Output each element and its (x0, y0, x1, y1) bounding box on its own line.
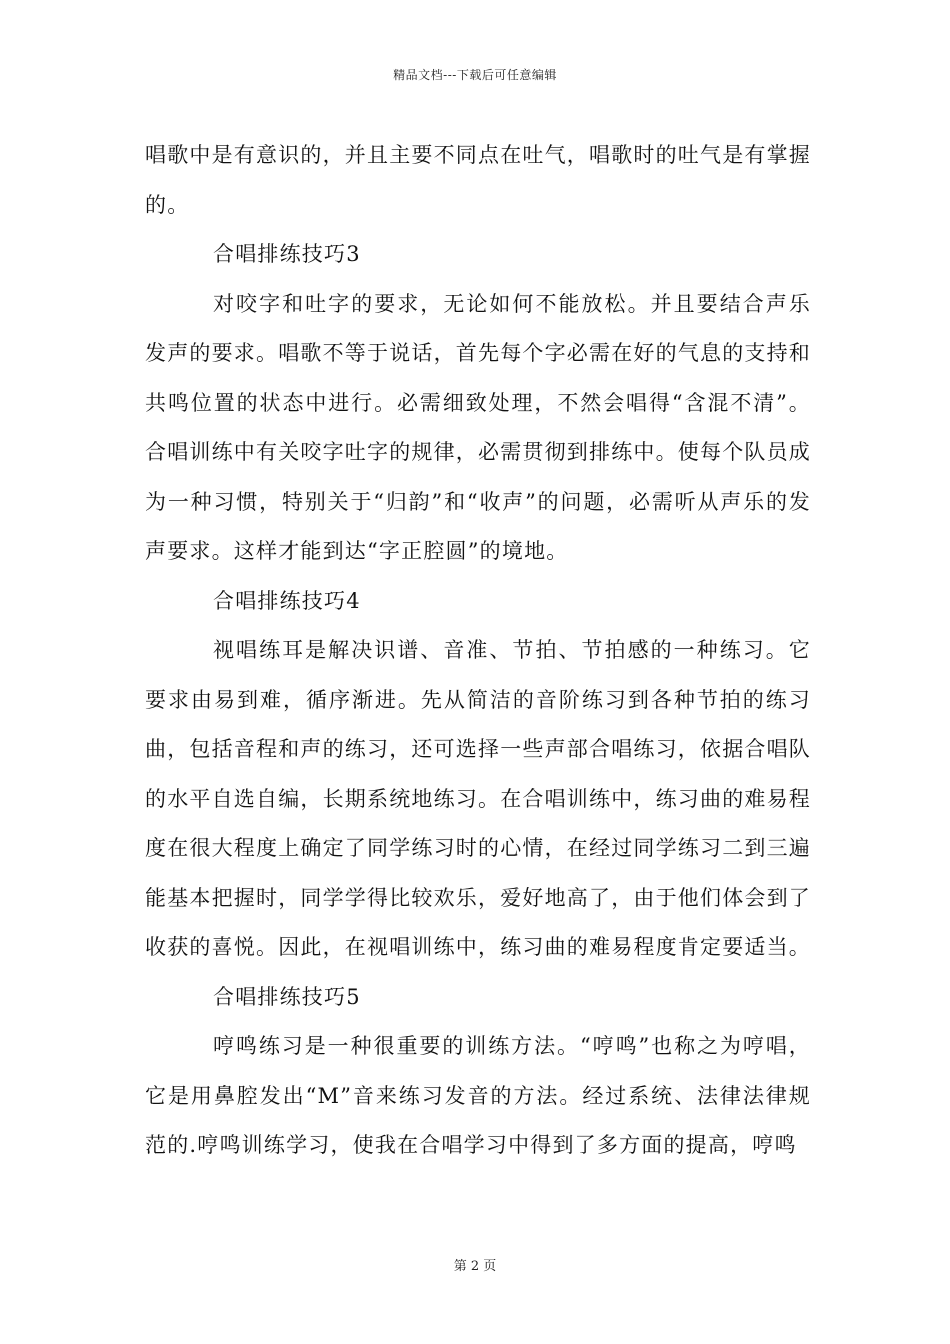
section-heading-technique-3: 合唱排练技巧3 (213, 242, 361, 266)
section-heading-technique-5: 合唱排练技巧5 (213, 984, 361, 1009)
page-header: 精品文档---下载后可任意编辑 (393, 68, 557, 82)
paragraph-technique-5: 哼鸣练习是一种很重要的训练方法。“哼鸣”也称之为哼唱，它是用鼻腔发出“M”音来练习发音的方法。经过系统、法律法律规范的.哼鸣训练学习，使我在合唱学习中得到了多方面的提高，哼鸣 (145, 1034, 811, 1157)
paragraph-technique-4: 视唱练耳是解决识谱、音准、节拍、节拍感的一种练习。它要求由易到难，循序渐进。先从简洁的音阶练习到各种节拍的练习曲，包括音程和声的练习，还可选择一些声部合唱练习，依据合唱队的水平自选自编，长期系统地练习。在合唱训练中，练习曲的难易程度在很大程度上确定了同学练习时的心情，在经过同学练习二到三遍能基本把握时，同学学得比较欢乐，爱好地高了，由于他们体会到了收获的喜悦。因此，在视唱训练中，练习曲的难易程度肯定要适当。 (145, 638, 811, 959)
page-number: 第 2 页 (453, 1259, 497, 1274)
paragraph-technique-3: 对咬字和吐字的要求，无论如何不能放松。并且要结合声乐发声的要求。唱歌不等于说话，首先每个字必需在好的气息的支持和共鸣位置的状态中进行。必需细致处理，不然会唱得“含混不清”。合唱训练中有关咬字吐字的规律，必需贯彻到排练中。使每个队员成为一种习惯，特别关于“归韵”和“收声”的问题，必需听从声乐的发声要求。这样才能到达“字正腔圆”的境地。 (145, 291, 811, 563)
document-body (145, 131, 811, 1171)
section-heading-technique-4: 合唱排练技巧4 (213, 588, 361, 613)
paragraph-continuation: 唱歌中是有意识的，并且主要不同点在吐气，唱歌时的吐气是有掌握的。 (145, 143, 811, 217)
